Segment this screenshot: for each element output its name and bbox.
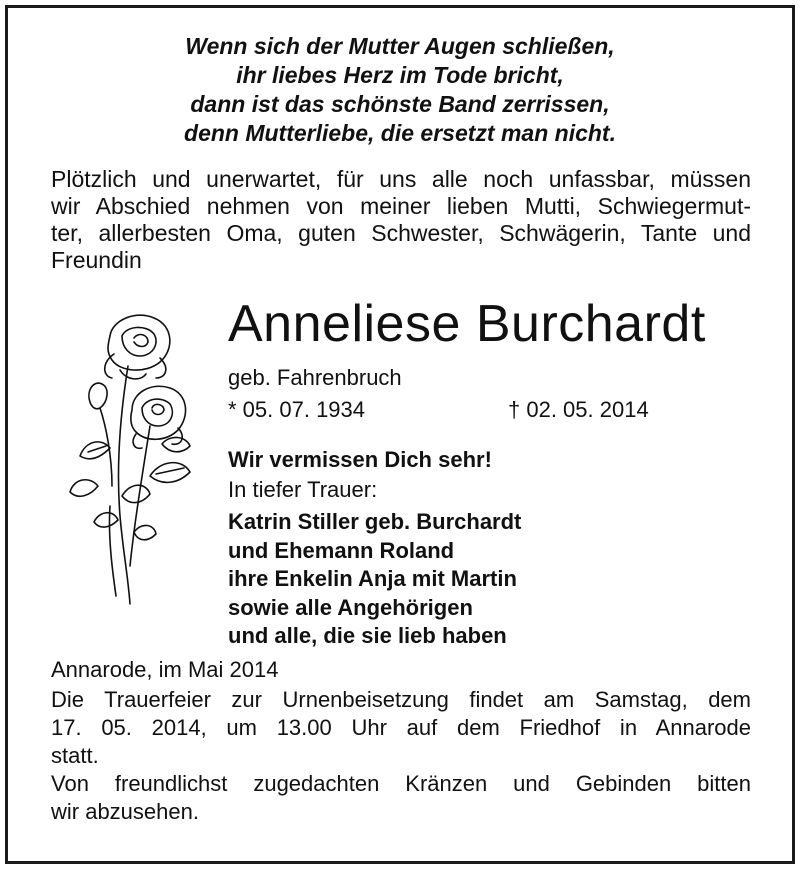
ceremony-text [51, 686, 751, 826]
place-date: Annarode, im Mai 2014 [51, 657, 279, 682]
mourner-line: und alle, die sie lieb haben [228, 623, 507, 648]
intro-line: wir Abschied nehmen von meiner lieben Mutti, Schwiegermut- [51, 193, 751, 219]
birth-date: * 05. 07. 1934 [228, 397, 366, 422]
deceased-name: Anneliese Burchardt [228, 295, 706, 353]
ceremony-line: wir abzusehen. [51, 799, 199, 824]
intro-line: ter, allerbesten Oma, guten Schwester, Schwägerin, Tante und [51, 220, 751, 246]
mourner-line: Katrin Stiller geb. Burchardt [228, 509, 522, 534]
ceremony-line: Von freundlichst zugedachten Kränzen und Gebinden bitten [51, 771, 751, 796]
ceremony-line: statt. [51, 743, 99, 768]
poem-line: Wenn sich der Mutter Augen schließen, [185, 33, 615, 59]
death-date: † 02. 05. 2014 [508, 397, 649, 422]
poem-line: denn Mutterliebe, die ersetzt man nicht. [184, 120, 616, 146]
poem [0, 32, 800, 148]
intro-text [51, 166, 751, 274]
miss-line: Wir vermissen Dich sehr! [228, 447, 492, 472]
rose-illustration [50, 306, 200, 606]
ceremony-line: 17. 05. 2014, um 13.00 Uhr auf dem Friedhof in Annarode [51, 715, 751, 740]
ceremony-line: Die Trauerfeier zur Urnenbeisetzung findet am Samstag, dem [51, 687, 751, 712]
grief-line: In tiefer Trauer: [228, 477, 378, 502]
mourner-line: ihre Enkelin Anja mit Martin [228, 566, 517, 591]
poem-line: dann ist das schönste Band zerrissen, [190, 91, 610, 117]
mourner-line: sowie alle Angehörigen [228, 594, 473, 620]
poem-line: ihr liebes Herz im Tode bricht, [236, 62, 564, 88]
intro-line: Plötzlich und unerwartet, für uns alle noch unfassbar, müssen [51, 166, 751, 192]
mourner-line: und Ehemann Roland [228, 537, 455, 563]
intro-line: Freundin [51, 247, 142, 273]
birth-name: geb. Fahrenbruch [228, 365, 402, 390]
mourners-list [228, 508, 521, 651]
